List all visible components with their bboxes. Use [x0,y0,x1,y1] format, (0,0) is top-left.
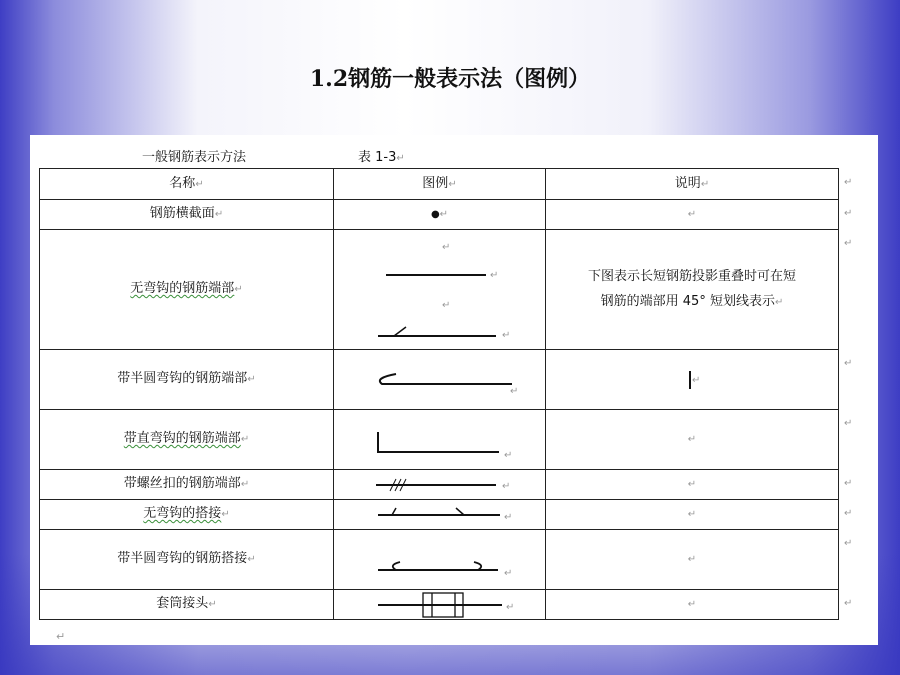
header-legend: 图例 ↵ [333,168,546,200]
row-name: 带半圆弯钩的钢筋搭接 ↵ [39,529,334,590]
svg-text:↵: ↵ [502,481,511,492]
legend-threaded-end [333,469,546,500]
svg-text:↵: ↵ [490,270,499,281]
svg-text:↵: ↵ [504,512,513,523]
legend-lap-no-hook-graphic [334,500,545,529]
header-name: 名称 ↵ [39,168,334,200]
row-note: ↵ [545,409,839,470]
legend-sleeve-joint-graphic [334,590,545,619]
legend-straight-hook [333,409,546,470]
table-caption: 一般钢筋表示方法 [142,150,247,165]
row-end-mark: ↵ [844,538,853,549]
row-name: 套筒接头 ↵ [39,589,334,620]
legend-no-hook-graphic [334,230,545,349]
slide-title: 1.2钢筋一般表示法（图例） [309,66,591,92]
row-name: 带直弯钩的钢筋端部 ↵ [39,409,334,470]
legend-no-hook-end [333,229,546,350]
row-end-mark: ↵ [844,478,853,489]
legend-semicircle-hook [333,349,546,410]
header-note: 说明 ↵ [545,168,839,200]
row-note: 下图表示长短钢筋投影重叠时可在短 钢筋的端部用 45° 短划线表示↵ [545,229,839,350]
row-end-mark: ↵ [844,208,853,219]
row-note: ↵ [545,529,839,590]
row-end-mark: ↵ [844,358,853,369]
legend-semicircle-hook-graphic [334,350,545,409]
svg-text:↵: ↵ [442,300,451,311]
svg-text:↵: ↵ [504,568,513,579]
row-note: ↵ [545,199,839,230]
svg-text:↵: ↵ [510,386,519,397]
row-end-mark: ↵ [844,177,853,188]
svg-text:↵: ↵ [692,374,701,386]
legend-straight-hook-graphic [334,410,545,469]
legend-lap-semicircle-hook-graphic [334,530,545,589]
legend-lap-semicircle-hook [333,529,546,590]
legend-sleeve-joint [333,589,546,620]
row-name: 无弯钩的搭接 ↵ [39,499,334,530]
row-end-mark: ↵ [844,238,853,249]
row-end-mark: ↵ [844,598,853,609]
row-name: 带半圆弯钩的钢筋端部 ↵ [39,349,334,410]
svg-text:↵: ↵ [504,450,513,461]
svg-text:↵: ↵ [506,602,515,613]
legend-lap-no-hook [333,499,546,530]
svg-text:↵: ↵ [502,330,511,341]
row-note [545,349,839,410]
hook-mark-graphic [682,365,702,395]
row-note: ↵ [545,469,839,500]
row-note: ↵ [545,499,839,530]
paragraph-mark: ↵ [56,630,66,643]
svg-text:↵: ↵ [442,242,451,253]
row-name: 无弯钩的钢筋端部 ↵ [39,229,334,350]
row-name: 带螺丝扣的钢筋端部 ↵ [39,469,334,500]
row-note: ↵ [545,589,839,620]
legend-cross-section: ● ↵ [333,199,546,230]
row-name: 钢筋横截面 ↵ [39,199,334,230]
row-end-mark: ↵ [844,418,853,429]
legend-threaded-end-graphic [334,470,545,499]
table-number: 表 1-3↵ [358,150,405,165]
row-end-mark: ↵ [844,508,853,519]
document-panel [30,135,878,645]
